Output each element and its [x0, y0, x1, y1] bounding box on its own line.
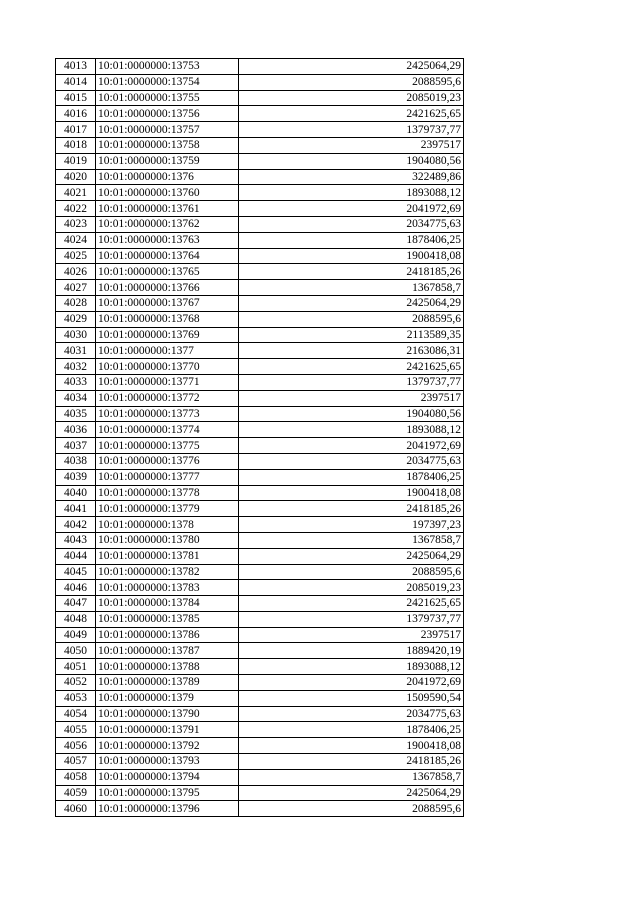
table-row	[56, 517, 464, 533]
table-row	[56, 596, 464, 612]
row-number-cell: 4019	[56, 153, 96, 169]
row-number-cell: 4050	[56, 643, 96, 659]
table-row	[56, 295, 464, 311]
value-cell: 2041972,69	[239, 675, 464, 691]
cadastral-number-cell: 10:01:0000000:13786	[96, 627, 239, 643]
row-number-cell: 4059	[56, 785, 96, 801]
row-number-cell: 4044	[56, 548, 96, 564]
value-cell: 197397,23	[239, 517, 464, 533]
value-cell: 2113589,35	[239, 327, 464, 343]
row-number-cell: 4020	[56, 169, 96, 185]
cadastral-number-cell: 10:01:0000000:13763	[96, 232, 239, 248]
table-row	[56, 169, 464, 185]
value-cell: 2034775,63	[239, 453, 464, 469]
table-row	[56, 532, 464, 548]
row-number-cell: 4051	[56, 659, 96, 675]
table-row	[56, 580, 464, 596]
value-cell: 1893088,12	[239, 422, 464, 438]
table-row	[56, 548, 464, 564]
table-row	[56, 675, 464, 691]
cadastral-number-cell: 10:01:0000000:1377	[96, 343, 239, 359]
cadastral-number-cell: 10:01:0000000:13753	[96, 59, 239, 75]
cadastral-number-cell: 10:01:0000000:13766	[96, 280, 239, 296]
cadastral-number-cell: 10:01:0000000:13757	[96, 122, 239, 138]
data-table	[55, 58, 464, 817]
value-cell: 2034775,63	[239, 706, 464, 722]
value-cell: 2085019,23	[239, 90, 464, 106]
cadastral-number-cell: 10:01:0000000:13754	[96, 74, 239, 90]
row-number-cell: 4060	[56, 801, 96, 817]
value-cell: 1878406,25	[239, 722, 464, 738]
cadastral-number-cell: 10:01:0000000:13783	[96, 580, 239, 596]
row-number-cell: 4048	[56, 611, 96, 627]
row-number-cell: 4022	[56, 201, 96, 217]
value-cell: 1904080,56	[239, 406, 464, 422]
row-number-cell: 4053	[56, 690, 96, 706]
cadastral-number-cell: 10:01:0000000:13773	[96, 406, 239, 422]
row-number-cell: 4043	[56, 532, 96, 548]
cadastral-number-cell: 10:01:0000000:13774	[96, 422, 239, 438]
value-cell: 1379737,77	[239, 122, 464, 138]
value-cell: 2421625,65	[239, 106, 464, 122]
value-cell: 2418185,26	[239, 264, 464, 280]
value-cell: 2041972,69	[239, 438, 464, 454]
cadastral-number-cell: 10:01:0000000:13790	[96, 706, 239, 722]
cadastral-number-cell: 10:01:0000000:13770	[96, 359, 239, 375]
value-cell: 2421625,65	[239, 359, 464, 375]
value-cell: 1893088,12	[239, 659, 464, 675]
cadastral-number-cell: 10:01:0000000:13785	[96, 611, 239, 627]
row-number-cell: 4029	[56, 311, 96, 327]
value-cell: 2397517	[239, 137, 464, 153]
cadastral-number-cell: 10:01:0000000:13765	[96, 264, 239, 280]
cadastral-number-cell: 10:01:0000000:1376	[96, 169, 239, 185]
table-row	[56, 153, 464, 169]
table-row	[56, 90, 464, 106]
value-cell: 1878406,25	[239, 232, 464, 248]
value-cell: 1379737,77	[239, 611, 464, 627]
cadastral-number-cell: 10:01:0000000:13792	[96, 738, 239, 754]
row-number-cell: 4036	[56, 422, 96, 438]
value-cell: 2425064,29	[239, 548, 464, 564]
row-number-cell: 4038	[56, 453, 96, 469]
table-row	[56, 690, 464, 706]
table-row	[56, 422, 464, 438]
cadastral-number-cell: 10:01:0000000:13768	[96, 311, 239, 327]
row-number-cell: 4039	[56, 469, 96, 485]
row-number-cell: 4030	[56, 327, 96, 343]
value-cell: 2085019,23	[239, 580, 464, 596]
row-number-cell: 4057	[56, 754, 96, 770]
cadastral-number-cell: 10:01:0000000:13787	[96, 643, 239, 659]
row-number-cell: 4026	[56, 264, 96, 280]
cadastral-number-cell: 10:01:0000000:13791	[96, 722, 239, 738]
table-row	[56, 611, 464, 627]
table-row	[56, 122, 464, 138]
value-cell: 1889420,19	[239, 643, 464, 659]
row-number-cell: 4032	[56, 359, 96, 375]
table-row	[56, 201, 464, 217]
cadastral-number-cell: 10:01:0000000:13761	[96, 201, 239, 217]
cadastral-number-cell: 10:01:0000000:1378	[96, 517, 239, 533]
value-cell: 1367858,7	[239, 769, 464, 785]
table-row	[56, 659, 464, 675]
row-number-cell: 4025	[56, 248, 96, 264]
cadastral-number-cell: 10:01:0000000:13776	[96, 453, 239, 469]
value-cell: 2425064,29	[239, 295, 464, 311]
value-cell: 2034775,63	[239, 216, 464, 232]
cadastral-number-cell: 10:01:0000000:13795	[96, 785, 239, 801]
table-row	[56, 327, 464, 343]
table-row	[56, 216, 464, 232]
table-row	[56, 438, 464, 454]
row-number-cell: 4027	[56, 280, 96, 296]
table-row	[56, 232, 464, 248]
row-number-cell: 4017	[56, 122, 96, 138]
value-cell: 1893088,12	[239, 185, 464, 201]
value-cell: 2163086,31	[239, 343, 464, 359]
cadastral-number-cell: 10:01:0000000:13781	[96, 548, 239, 564]
table-row	[56, 754, 464, 770]
table-row	[56, 74, 464, 90]
row-number-cell: 4045	[56, 564, 96, 580]
table-row	[56, 785, 464, 801]
value-cell: 1900418,08	[239, 738, 464, 754]
table-row	[56, 248, 464, 264]
value-cell: 2421625,65	[239, 596, 464, 612]
cadastral-number-cell: 10:01:0000000:13782	[96, 564, 239, 580]
cadastral-number-cell: 10:01:0000000:13794	[96, 769, 239, 785]
row-number-cell: 4018	[56, 137, 96, 153]
table-body	[56, 59, 464, 817]
cadastral-number-cell: 10:01:0000000:13778	[96, 485, 239, 501]
table-row	[56, 374, 464, 390]
value-cell: 1367858,7	[239, 532, 464, 548]
table-row	[56, 280, 464, 296]
row-number-cell: 4046	[56, 580, 96, 596]
cadastral-number-cell: 10:01:0000000:13764	[96, 248, 239, 264]
cadastral-number-cell: 10:01:0000000:13769	[96, 327, 239, 343]
table-row	[56, 453, 464, 469]
table-row	[56, 738, 464, 754]
row-number-cell: 4052	[56, 675, 96, 691]
table-row	[56, 722, 464, 738]
row-number-cell: 4034	[56, 390, 96, 406]
cadastral-number-cell: 10:01:0000000:13760	[96, 185, 239, 201]
cadastral-number-cell: 10:01:0000000:13788	[96, 659, 239, 675]
table-row	[56, 801, 464, 817]
row-number-cell: 4035	[56, 406, 96, 422]
row-number-cell: 4049	[56, 627, 96, 643]
cadastral-number-cell: 10:01:0000000:13758	[96, 137, 239, 153]
cadastral-number-cell: 10:01:0000000:13759	[96, 153, 239, 169]
row-number-cell: 4023	[56, 216, 96, 232]
table-row	[56, 469, 464, 485]
cadastral-number-cell: 10:01:0000000:13767	[96, 295, 239, 311]
cadastral-number-cell: 10:01:0000000:13784	[96, 596, 239, 612]
row-number-cell: 4040	[56, 485, 96, 501]
cadastral-number-cell: 10:01:0000000:13762	[96, 216, 239, 232]
value-cell: 1509590,54	[239, 690, 464, 706]
table-row	[56, 769, 464, 785]
table-row	[56, 343, 464, 359]
table-row	[56, 106, 464, 122]
value-cell: 1900418,08	[239, 248, 464, 264]
cadastral-number-cell: 10:01:0000000:13779	[96, 501, 239, 517]
cadastral-number-cell: 10:01:0000000:13771	[96, 374, 239, 390]
table-row	[56, 501, 464, 517]
row-number-cell: 4016	[56, 106, 96, 122]
table-row	[56, 406, 464, 422]
row-number-cell: 4014	[56, 74, 96, 90]
table-row	[56, 264, 464, 280]
table-row	[56, 390, 464, 406]
value-cell: 2397517	[239, 390, 464, 406]
table-row	[56, 311, 464, 327]
cadastral-number-cell: 10:01:0000000:13755	[96, 90, 239, 106]
value-cell: 2397517	[239, 627, 464, 643]
value-cell: 1379737,77	[239, 374, 464, 390]
row-number-cell: 4055	[56, 722, 96, 738]
row-number-cell: 4041	[56, 501, 96, 517]
value-cell: 2088595,6	[239, 801, 464, 817]
cadastral-number-cell: 10:01:0000000:1379	[96, 690, 239, 706]
value-cell: 2088595,6	[239, 564, 464, 580]
table-row	[56, 485, 464, 501]
cadastral-number-cell: 10:01:0000000:13793	[96, 754, 239, 770]
cadastral-number-cell: 10:01:0000000:13772	[96, 390, 239, 406]
row-number-cell: 4056	[56, 738, 96, 754]
row-number-cell: 4047	[56, 596, 96, 612]
table-row	[56, 627, 464, 643]
value-cell: 2418185,26	[239, 754, 464, 770]
value-cell: 1367858,7	[239, 280, 464, 296]
table-row	[56, 185, 464, 201]
table-row	[56, 59, 464, 75]
row-number-cell: 4058	[56, 769, 96, 785]
value-cell: 2418185,26	[239, 501, 464, 517]
row-number-cell: 4042	[56, 517, 96, 533]
value-cell: 2088595,6	[239, 74, 464, 90]
value-cell: 322489,86	[239, 169, 464, 185]
cadastral-number-cell: 10:01:0000000:13775	[96, 438, 239, 454]
table-row	[56, 706, 464, 722]
row-number-cell: 4037	[56, 438, 96, 454]
cadastral-number-cell: 10:01:0000000:13789	[96, 675, 239, 691]
row-number-cell: 4024	[56, 232, 96, 248]
row-number-cell: 4013	[56, 59, 96, 75]
table-row	[56, 643, 464, 659]
row-number-cell: 4054	[56, 706, 96, 722]
value-cell: 1904080,56	[239, 153, 464, 169]
cadastral-number-cell: 10:01:0000000:13796	[96, 801, 239, 817]
value-cell: 2425064,29	[239, 785, 464, 801]
cadastral-number-cell: 10:01:0000000:13756	[96, 106, 239, 122]
table-row	[56, 137, 464, 153]
cadastral-number-cell: 10:01:0000000:13777	[96, 469, 239, 485]
row-number-cell: 4033	[56, 374, 96, 390]
value-cell: 2425064,29	[239, 59, 464, 75]
cadastral-number-cell: 10:01:0000000:13780	[96, 532, 239, 548]
row-number-cell: 4015	[56, 90, 96, 106]
value-cell: 2088595,6	[239, 311, 464, 327]
table-row	[56, 564, 464, 580]
value-cell: 1878406,25	[239, 469, 464, 485]
value-cell: 1900418,08	[239, 485, 464, 501]
value-cell: 2041972,69	[239, 201, 464, 217]
row-number-cell: 4021	[56, 185, 96, 201]
table-row	[56, 359, 464, 375]
row-number-cell: 4028	[56, 295, 96, 311]
row-number-cell: 4031	[56, 343, 96, 359]
